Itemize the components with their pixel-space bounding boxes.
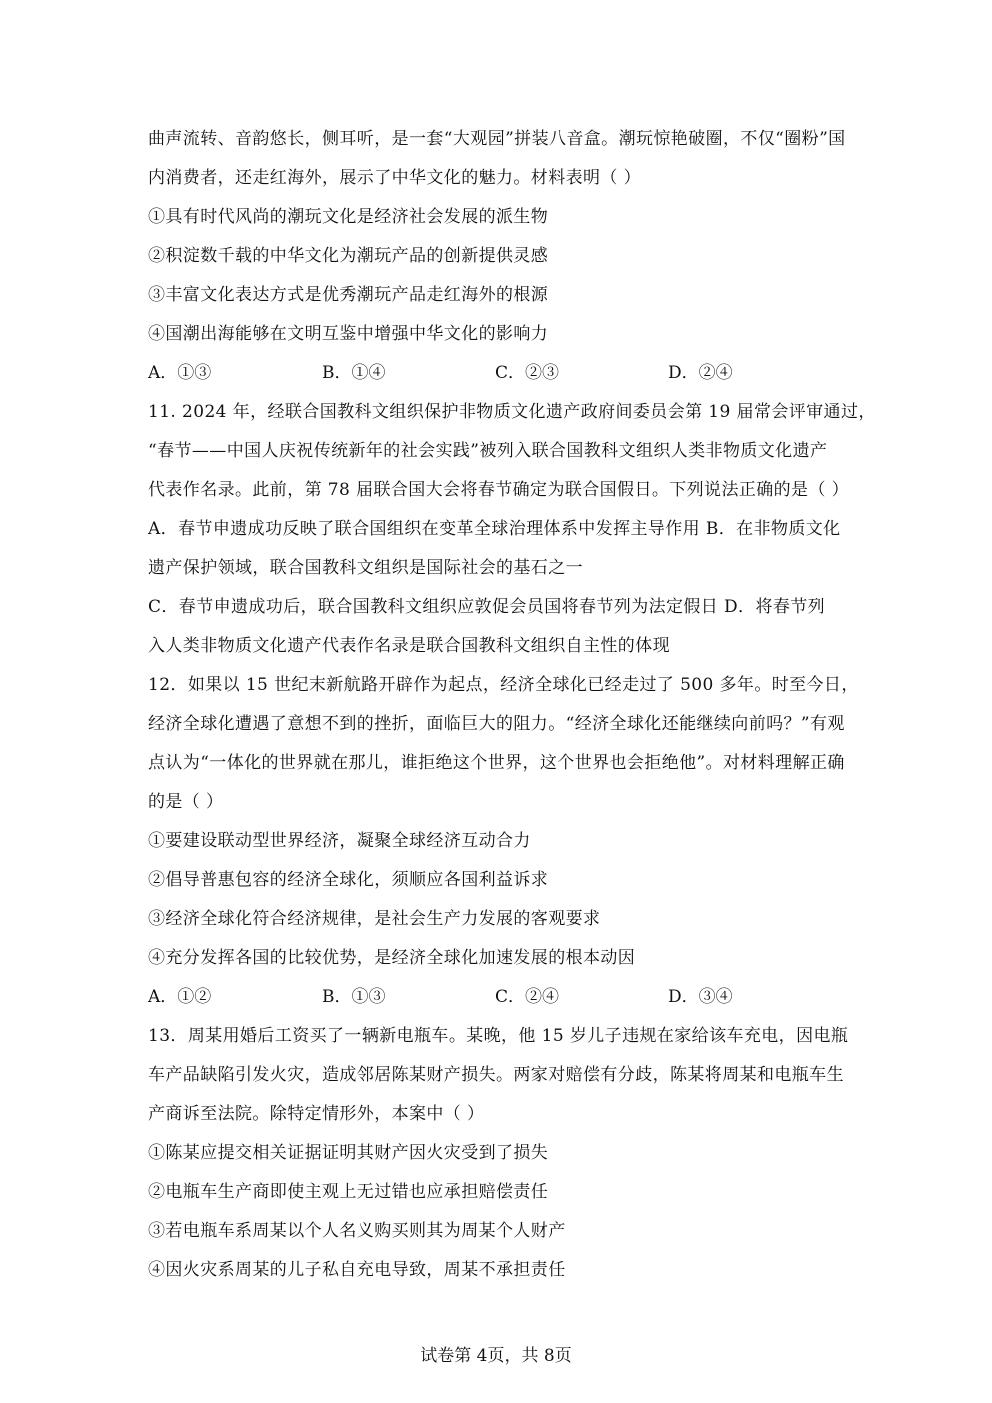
q10-statement-1: ①具有时代风尚的潮玩文化是经济社会发展的派生物	[148, 207, 549, 227]
q11-line-2: “春节——中国人庆祝传统新年的社会实践”被列入联合国教科文组织人类非物质文化遗产	[148, 441, 828, 461]
q10-statement-3: ③丰富文化表达方式是优秀潮玩产品走红海外的根源	[148, 285, 549, 305]
q13-line-2: 车产品缺陷引发火灾，造成邻居陈某财产损失。两家对赔偿有分歧，陈某将周某和电瓶车生	[148, 1065, 844, 1085]
q12-line-4: 的是（ ）	[148, 792, 224, 812]
q12-option-c: C．②④	[495, 987, 560, 1007]
q11-line-4: A．春节申遗成功反映了联合国组织在变革全球治理体系中发挥主导作用 B．在非物质文化	[148, 519, 841, 539]
q10-stem-line-2: 内消费者，还走红海外，展示了中华文化的魅力。材料表明（ ）	[148, 168, 642, 188]
q13-statement-4: ④因火灾系周某的儿子私自充电导致，周某不承担责任	[148, 1260, 566, 1280]
q10-stem-line-1: 曲声流转、音韵悠长，侧耳听，是一套“大观园”拼装八音盒。潮玩惊艳破圈，不仅“圈粉”国	[148, 129, 846, 149]
q12-option-d: D．③④	[668, 987, 733, 1007]
q12-line-2: 经济全球化遭遇了意想不到的挫折，面临巨大的阻力。“经济全球化还能继续向前吗？”有观	[148, 714, 845, 734]
q13-statement-3: ③若电瓶车系周某以个人名义购买则其为周某个人财产	[148, 1221, 566, 1241]
q10-option-c: C．②③	[495, 363, 560, 383]
q13-line-3: 产商诉至法院。除特定情形外，本案中（ ）	[148, 1104, 485, 1124]
q11-line-5: 遗产保护领域，联合国教科文组织是国际社会的基石之一	[148, 558, 583, 578]
q11-line-6: C．春节申遗成功后，联合国教科文组织应敦促会员国将春节列为法定假日 D．将春节列	[148, 597, 826, 617]
q13-statement-2: ②电瓶车生产商即使主观上无过错也应承担赔偿责任	[148, 1182, 549, 1202]
q11-line-7: 入人类非物质文化遗产代表作名录是联合国教科文组织自主性的体现	[148, 636, 670, 656]
q13-statement-1: ①陈某应提交相关证据证明其财产因火灾受到了损失	[148, 1143, 549, 1163]
q13-line-1: 13．周某用婚后工资买了一辆新电瓶车。某晚，他 15 岁儿子违规在家给该车充电，因电瓶	[148, 1026, 849, 1046]
q12-statement-1: ①要建设联动型世界经济，凝聚全球经济互动合力	[148, 831, 531, 851]
q11-line-1: 11. 2024 年，经联合国教科文组织保护非物质文化遗产政府间委员会第 19 届常会评审通过，	[148, 402, 876, 422]
q10-option-a: A．①③	[148, 363, 212, 383]
q11-line-3: 代表作名录。此前，第 78 届联合国大会将春节确定为联合国假日。下列说法正确的是（ ）	[148, 480, 850, 500]
q10-option-b: B．①④	[322, 363, 386, 383]
q12-option-b: B．①③	[322, 987, 386, 1007]
q12-statement-3: ③经济全球化符合经济规律，是社会生产力发展的客观要求	[148, 909, 601, 929]
q12-statement-2: ②倡导普惠包容的经济全球化，须顺应各国利益诉求	[148, 870, 549, 890]
q12-line-3: 点认为“一体化的世界就在那儿，谁拒绝这个世界，这个世界也会拒绝他”。对材料理解正确	[148, 753, 845, 773]
q12-statement-4: ④充分发挥各国的比较优势，是经济全球化加速发展的根本动因	[148, 948, 636, 968]
q10-statement-4: ④国潮出海能够在文明互鉴中增强中华文化的影响力	[148, 324, 549, 344]
q10-statement-2: ②积淀数千载的中华文化为潮玩产品的创新提供灵感	[148, 246, 549, 266]
q12-line-1: 12．如果以 15 世纪末新航路开辟作为起点，经济全球化已经走过了 500 多年。时至今日，	[148, 675, 859, 695]
q12-option-a: A．①②	[148, 987, 212, 1007]
page-footer: 试卷第 4页，共 8页	[420, 1346, 572, 1366]
q10-option-d: D．②④	[668, 363, 733, 383]
